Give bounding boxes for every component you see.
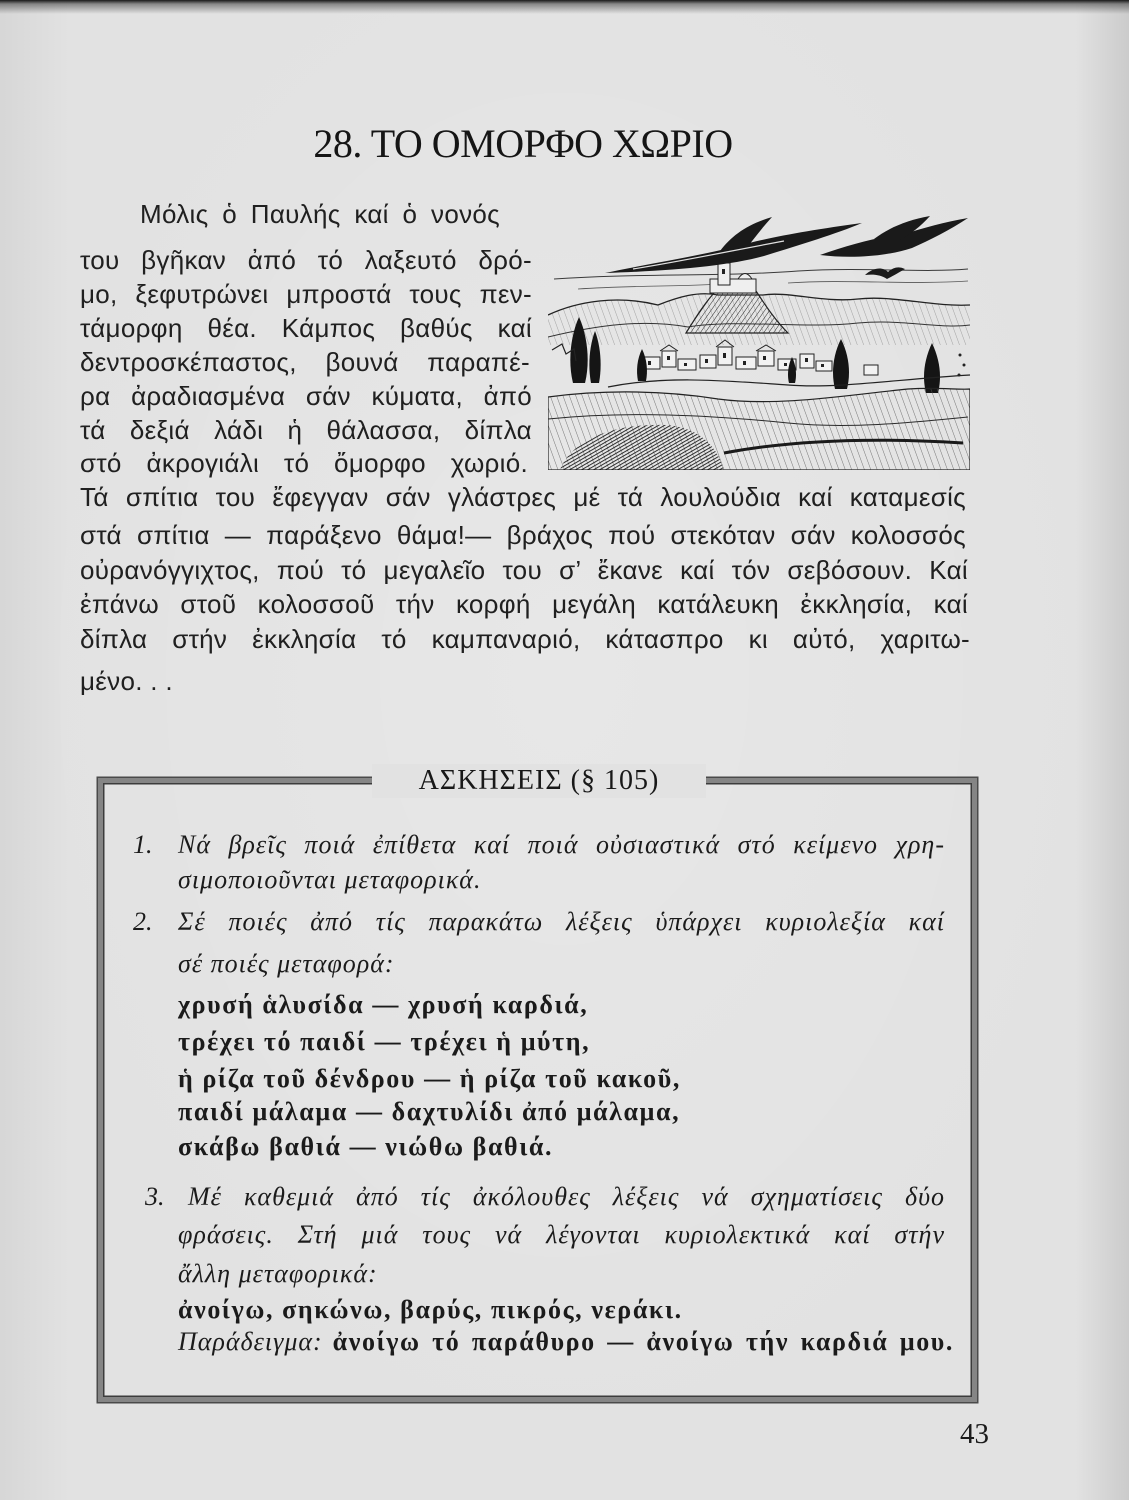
story-line: Τά σπίτια του ἔφεγγαν σάν γλάστρες μέ τά λουλούδια καί καταμεσίς	[80, 482, 966, 512]
exercise-line: ἄλλη μεταφορικά:	[178, 1259, 378, 1288]
story-line: ρα ἀραδιασμένα σάν κύματα, ἀπό	[80, 381, 532, 411]
birds	[605, 216, 968, 279]
exercise-number: 2.	[133, 907, 153, 936]
example-pair: σκάβω βαθιά — νιώθω βαθιά.	[178, 1132, 554, 1161]
page-number: 43	[960, 1418, 989, 1450]
example-pair: παιδί μάλαμα — δαχτυλίδι ἀπό μάλαμα,	[178, 1097, 681, 1126]
example-pair: ἡ ρίζα τοῦ δένδρου — ἡ ρίζα τοῦ κακοῦ,	[178, 1064, 681, 1093]
story-line: Μόλις ὁ Παυλής καί ὁ νονός	[140, 199, 500, 229]
story-line: στό ἀκρογιάλι τό ὄμορφο χωριό.	[80, 448, 528, 478]
exercise-line: φράσεις. Στή μιά τους νά λέγονται κυριολεκτικά καί στήν	[178, 1220, 945, 1249]
story-line: τάμορφη θέα. Κάμπος βαθύς καί	[80, 313, 532, 343]
story-line: μένο. . .	[80, 666, 173, 696]
chapter-title: 28. ΤΟ ΟΜΟΡΦΟ ΧΩΡΙΟ	[313, 121, 733, 166]
story-line: του βγῆκαν ἀπό τό λαξευτό δρό-	[80, 245, 532, 275]
word-list: ἀνοίγω, σηκώνω, βαρύς, πικρός, νεράκι.	[178, 1295, 683, 1324]
exercise-line: σιμοποιοῦνται μεταφορικά.	[178, 865, 482, 894]
story-line: στά σπίτια — παράξενο θάμα!— βράχος πού στεκόταν σάν κολοσσός	[80, 520, 966, 550]
exercise-line: Μέ καθεμιά ἀπό τίς ἀκόλουθες λέξεις νά σχηματίσεις δύο	[188, 1182, 945, 1211]
story-line: δεντροσκέπαστος, βουνά παραπέ-	[80, 347, 530, 377]
exercise-line: σέ ποιές μεταφορά:	[178, 949, 395, 978]
example-pair: τρέχει τό παιδί — τρέχει ἡ μύτη,	[178, 1027, 591, 1056]
story-line: δίπλα στήν ἐκκλησία τό καμπαναριό, κάτασπρο κι αὐτό, χαριτω-	[80, 624, 970, 654]
example-text: ἀνοίγω τό παράθυρο — ἀνοίγω τήν καρδιά μου.	[332, 1327, 954, 1356]
story-line: οὐρανόγγιχτος, πού τό μεγαλεῖο του σ’ ἔκανε καί τόν σεβόσουν. Καί	[80, 555, 968, 585]
exercises-heading: ΑΣΚΗΣΕΙΣ (§ 105)	[372, 764, 706, 798]
village-illustration	[548, 215, 970, 470]
exercise-number: 3.	[145, 1182, 165, 1211]
story-line: μο, ξεφυτρώνει μπροστά τους πεν-	[80, 279, 532, 309]
example-label: Παράδειγμα:	[178, 1327, 323, 1356]
exercise-line: Σέ ποιές ἀπό τίς παρακάτω λέξεις ὑπάρχει κυριολεξία καί	[178, 907, 945, 936]
example-sentence	[178, 1325, 954, 1359]
story-line: ἐπάνω στοῦ κολοσσοῦ τήν κορφή μεγάλη κατάλευκη ἐκκλησία, καί	[80, 589, 968, 619]
bird-small	[865, 267, 905, 279]
example-pair: χρυσή ἁλυσίδα — χρυσή καρδιά,	[178, 990, 589, 1019]
exercise-number: 1.	[133, 830, 153, 859]
exercise-line: Νά βρεῖς ποιά ἐπίθετα καί ποιά οὐσιαστικά στό κείμενο χρη-	[178, 830, 945, 859]
story-line: τά δεξιά λάδι ἡ θάλασσα, δίπλα	[80, 415, 532, 445]
